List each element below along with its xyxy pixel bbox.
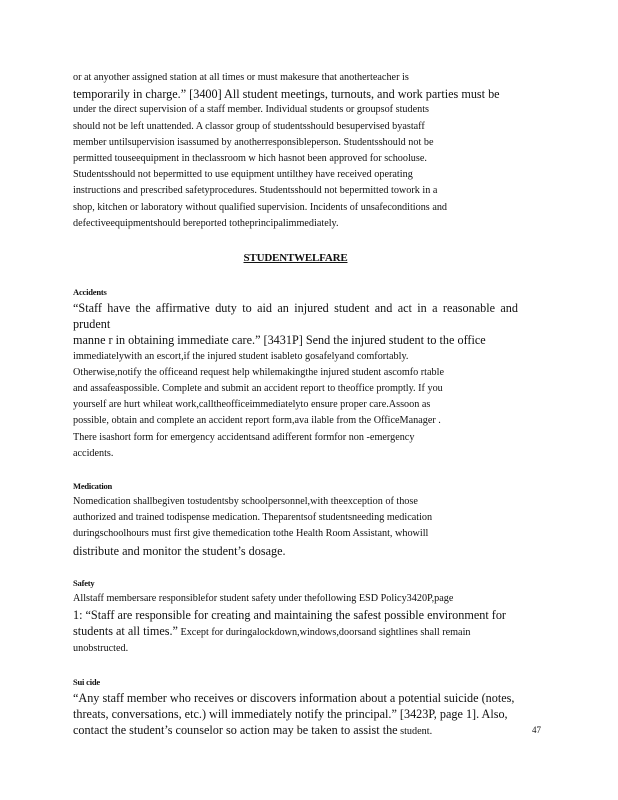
text-line: yourself are hurt whileat work,calltheofficeimmediatelyto ensure proper care.Assoon as — [73, 399, 431, 411]
suicide-section — [73, 676, 518, 741]
text-line: distribute and monitor the student’s dosage. — [73, 543, 286, 558]
text-line: under the direct supervision of a staff member. Individual students or groupsof students — [73, 104, 430, 116]
safety-title: Safety — [73, 577, 95, 588]
text-line: unobstructed. — [73, 643, 129, 655]
text-line: threats, conversations, etc.) will immediately notify the principal.” [3423P, page 1]. Also, — [73, 706, 508, 721]
text-line: duringschoolhours must first give themedication tothe Health Room Assistant, whowill — [73, 528, 429, 540]
text-line: and assafeaspossible. Complete and submit an accident report to theoffice promptly. If you — [73, 383, 443, 395]
text-span: contact the student’s counselor so action may be taken to assist the — [73, 723, 398, 738]
text-line: temporarily in charge.” [3400] All student meetings, turnouts, and work parties must be — [73, 87, 500, 102]
document-page — [73, 70, 518, 758]
text-line: or at anyother assigned station at all times or must makesure that anotherteacher is — [73, 72, 409, 83]
text-line: permitted touseequipment in theclassroom w hich hasnot been approved for schooluse. — [73, 153, 427, 165]
text-line: Allstaff membersare responsiblefor student safety under thefollowing ESD Policy3420P,page — [73, 592, 454, 604]
page-number: 47 — [532, 725, 541, 735]
text-line: 1: “Staff are responsible for creating and maintaining the safest possible environment for — [73, 608, 506, 623]
text-line: authorized and trained todispense medication. Theparentsof studentsneeding medication — [73, 512, 433, 524]
text-line — [73, 722, 518, 740]
text-span: student. — [397, 726, 433, 738]
safety-section — [73, 577, 518, 658]
text-line: manne r in obtaining immediate care.” [3431P] Send the injured student to the office — [73, 333, 486, 348]
text-line: immediatelywith an escort,if the injured student isableto gosafelyand comfortably. — [73, 350, 409, 362]
medication-title: Medication — [73, 481, 113, 492]
text-line: accidents. — [73, 447, 114, 459]
text-line: Studentsshould not bepermitted to use equipment untilthey have received operating — [73, 169, 413, 181]
accidents-section — [73, 286, 518, 462]
text-line: Otherwise,notify the officeand request help whilemakingthe injured student ascomfo rtable — [73, 366, 444, 378]
text-line: There isashort form for emergency accidentsand adifferent formfor non -emergency — [73, 431, 415, 443]
text-line: member untilsupervision isassumed by anotherresponsibleperson. Studentsshould not be — [73, 136, 434, 148]
text-line — [73, 623, 518, 641]
text-span: students at all times.” — [73, 624, 178, 639]
text-line: should not be left unattended. A classor group of studentsshould besupervised byastaff — [73, 120, 425, 132]
accidents-title: Accidents — [73, 287, 107, 298]
text-line: “Staff have the affirmative duty to aid an injured student and act in a reasonable and prudent — [73, 301, 518, 332]
text-line: “Any staff member who receives or discovers information about a potential suicide (notes, — [73, 690, 515, 705]
text-line: shop, kitchen or laboratory without qualified supervision. Incidents of unsafeconditions and — [73, 201, 448, 213]
medication-section — [73, 480, 518, 559]
text-line: Nomedication shallbegiven tostudentsby schoolpersonnel,with theexception of those — [73, 496, 418, 508]
text-line: possible, obtain and complete an accident report form,ava ilable from the OfficeManager . — [73, 415, 441, 427]
text-line: instructions and prescribed safetyprocedures. Studentsshould not bepermitted towork in a — [73, 185, 438, 197]
text-line: defectiveequipmentshould bereported totheprincipalimmediately. — [73, 217, 339, 229]
intro-paragraph — [73, 70, 518, 232]
text-span: Except for duringalockdown,windows,doorsand sightlines shall remain — [177, 627, 471, 639]
suicide-title: Sui cide — [73, 676, 100, 687]
section-heading: STUDENTWELFARE — [243, 252, 348, 265]
